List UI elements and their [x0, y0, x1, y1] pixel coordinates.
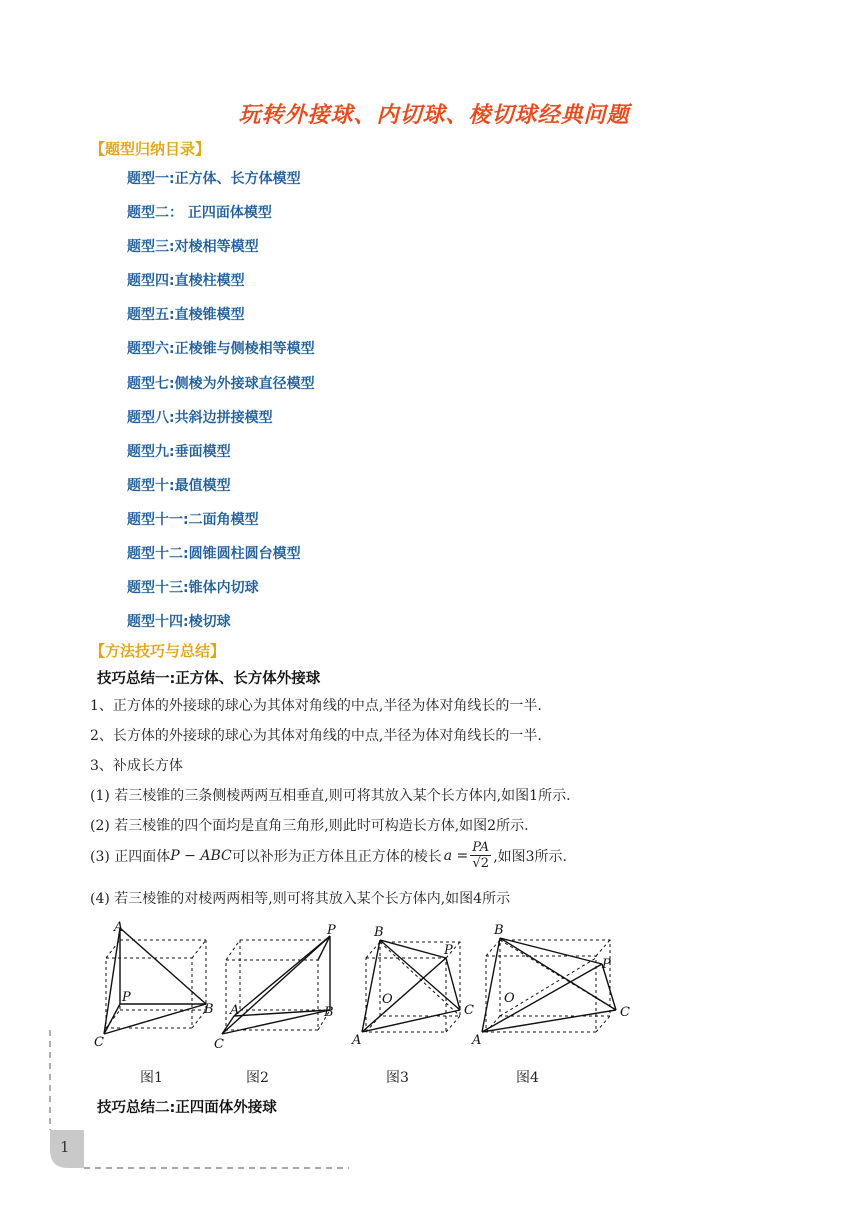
- toc-item: 题型五:直棱锥模型: [127, 307, 245, 323]
- figure-4-caption: 图4: [516, 1070, 539, 1086]
- paragraph-4: (1) 若三棱锥的三条侧棱两两互相垂直,则可将其放入某个长方体内,如图1所示.: [90, 788, 571, 804]
- tetrahedron-name: P − ABC: [170, 847, 232, 864]
- toc-item: 题型一:正方体、长方体模型: [127, 171, 301, 187]
- fig3-label-a: A: [352, 1033, 362, 1048]
- toc-item: 题型三:对棱相等模型: [127, 239, 259, 255]
- toc-item: 题型八:共斜边拼接模型: [127, 410, 273, 426]
- fig1-label-b: B: [204, 1002, 214, 1017]
- fraction-numerator: PA: [472, 840, 490, 855]
- paragraph-3: 3、补成长方体: [90, 758, 183, 774]
- figure-2-caption: 图2: [246, 1070, 269, 1086]
- figure-1: [104, 928, 206, 1034]
- fig1-label-a: A: [114, 920, 124, 935]
- toc-item: 题型十一:二面角模型: [127, 512, 259, 528]
- toc-item: 题型十四:棱切球: [127, 614, 231, 630]
- fig1-label-c: C: [94, 1035, 104, 1050]
- skill-heading-1: 技巧总结一:正方体、长方体外接球: [97, 671, 321, 687]
- paragraph-6-prefix: (3) 正四面体: [90, 848, 171, 865]
- page-title: 玩转外接球、内切球、棱切球经典问题: [238, 103, 630, 128]
- skill-heading-2: 技巧总结二:正四面体外接球: [97, 1100, 277, 1116]
- toc-item: 题型十二:圆锥圆柱圆台模型: [127, 546, 301, 562]
- method-heading: 【方法技巧与总结】: [90, 642, 226, 660]
- toc-item: 题型四:直棱柱模型: [127, 273, 245, 289]
- toc-item: 题型六:正棱锥与侧棱相等模型: [127, 341, 315, 357]
- fig2-label-b: B: [324, 1005, 334, 1020]
- fig3-label-o: O: [382, 992, 393, 1007]
- paragraph-6: [90, 840, 567, 871]
- toc-item: 题型七:侧棱为外接球直径模型: [127, 376, 315, 392]
- paragraph-2: 2、长方体的外接球的球心为其体对角线的中点,半径为体对角线长的一半.: [90, 728, 542, 744]
- fig2-label-p: P: [327, 923, 336, 938]
- edge-length-symbol: a =: [443, 847, 469, 864]
- fig4-label-c: C: [620, 1005, 630, 1020]
- figure-4: [482, 938, 616, 1032]
- fig3-label-b: B: [374, 925, 384, 940]
- fig4-label-a: A: [472, 1033, 482, 1048]
- toc-item: 题型九:垂面模型: [127, 444, 231, 460]
- fig4-label-o: O: [504, 991, 515, 1006]
- toc-item: 题型二： 正四面体模型: [127, 205, 272, 221]
- paragraph-5: (2) 若三棱锥的四个面均是直角三角形,则此时可构造长方体,如图2所示.: [90, 818, 529, 834]
- paragraph-1: 1、正方体的外接球的球心为其体对角线的中点,半径为体对角线长的一半.: [90, 698, 542, 714]
- fig2-label-a: A: [230, 1003, 240, 1018]
- fraction-denominator: √2: [472, 856, 489, 871]
- fig3-label-p: P: [444, 943, 453, 958]
- figure-1-caption: 图1: [140, 1070, 163, 1086]
- fig3-label-c: C: [464, 1003, 474, 1018]
- toc-item: 题型十三:锥体内切球: [127, 580, 259, 596]
- edge-length-fraction: [470, 840, 491, 871]
- figure-2: [222, 936, 330, 1034]
- fig2-label-c: C: [214, 1037, 224, 1052]
- page-corner-decoration: [44, 1030, 354, 1175]
- toc-heading: 【题型归纳目录】: [90, 140, 211, 158]
- toc-item: 题型十:最值模型: [127, 478, 231, 494]
- page-number: 1: [60, 1138, 70, 1156]
- paragraph-6-middle: 可以补形为正方体且正方体的棱长: [231, 848, 442, 865]
- fig1-label-p: P: [122, 990, 131, 1005]
- paragraph-7: (4) 若三棱锥的对棱两两相等,则可将其放入某个长方体内,如图4所示: [90, 891, 511, 907]
- fig4-label-p: P: [602, 957, 611, 972]
- paragraph-6-suffix: ,如图3所示.: [493, 848, 567, 865]
- figure-3-caption: 图3: [386, 1070, 409, 1086]
- fig4-label-b: B: [494, 923, 504, 938]
